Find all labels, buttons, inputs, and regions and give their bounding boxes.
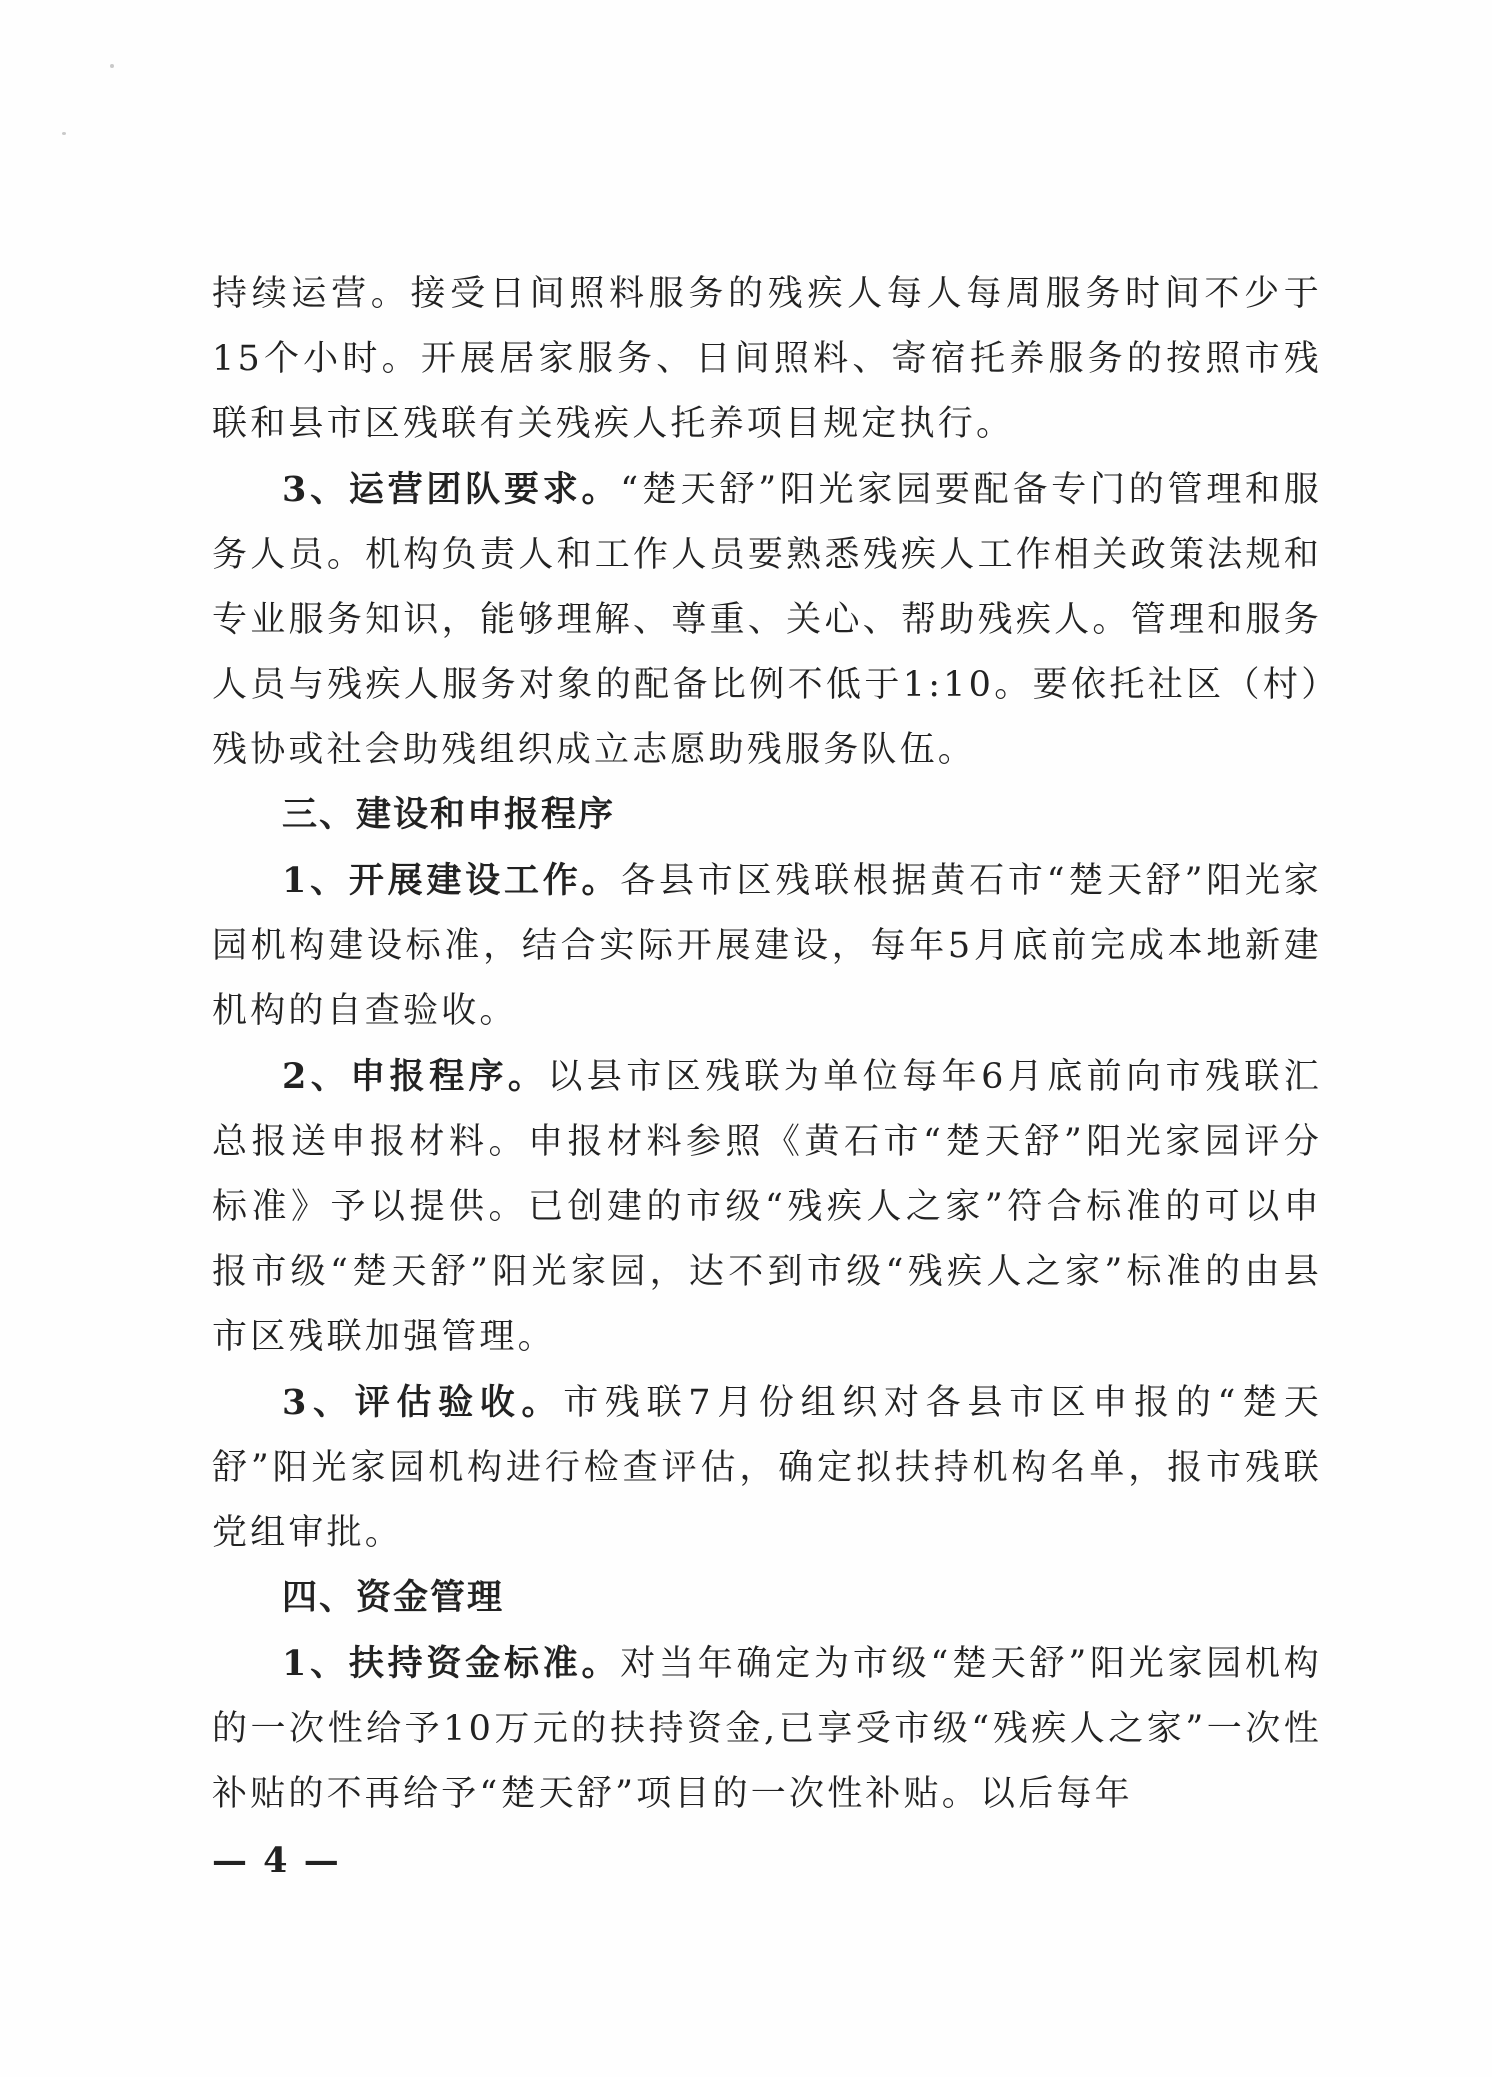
paragraph-lead: 3、评估验收。 xyxy=(282,1382,564,1423)
scan-speck xyxy=(110,64,114,68)
scan-speck xyxy=(62,132,66,135)
paragraph-funding-standard xyxy=(212,1631,1322,1827)
paragraph-team-requirements xyxy=(212,457,1322,783)
paragraph-construction-work xyxy=(212,848,1322,1044)
paragraph-text: 市残联7月份组织对各县市区申报的“楚天舒”阳光家园机构进行检查评估，确定拟扶持机构名单，报市残联党组审批。 xyxy=(212,1383,1322,1553)
paragraph-lead: 2、申报程序。 xyxy=(282,1056,548,1097)
section-heading-funds: 四、资金管理 xyxy=(282,1578,505,1618)
paragraph-lead: 3、运营团队要求。 xyxy=(282,469,621,510)
document-body xyxy=(212,262,1322,1827)
paragraph-operation-continued xyxy=(212,262,1322,457)
paragraph-text: “楚天舒”阳光家园要配备专门的管理和服务人员。机构负责人和工作人员要熟悉残疾人工作相关政策法规和专业服务知识，能够理解、尊重、关心、帮助残疾人。管理和服务人员与残疾人服务对象的配备比例不低于1:10。要依托社区（村）残协或社会助残组织成立志愿助残服务队伍。 xyxy=(212,470,1323,770)
paragraph-application-procedure xyxy=(212,1044,1322,1370)
paragraph-text: 各县市区残联根据黄石市“楚天舒”阳光家园机构建设标准，结合实际开展建设，每年5月底前完成本地新建机构的自查验收。 xyxy=(212,861,1323,1031)
paragraph-lead: 1、开展建设工作。 xyxy=(282,860,621,901)
section-heading-construction: 三、建设和申报程序 xyxy=(282,795,616,835)
paragraph-text: 以县市区残联为单位每年6月底前向市残联汇总报送申报材料。申报材料参照《黄石市“楚天舒”阳光家园评分标准》予以提供。已创建的市级“残疾人之家”符合标准的可以申报市级“楚天舒”阳光家园，达不到市级“残疾人之家”标准的由县市区残联加强管理。 xyxy=(212,1057,1322,1357)
page-number: — 4 — xyxy=(212,1840,341,1881)
paragraph-text: 对当年确定为市级“楚天舒”阳光家园机构的一次性给予10万元的扶持资金,已享受市级“残疾人之家”一次性补贴的不再给予“楚天舒”项目的一次性补贴。以后每年 xyxy=(212,1644,1323,1814)
paragraph-evaluation xyxy=(212,1370,1322,1566)
paragraph-lead: 1、扶持资金标准。 xyxy=(282,1643,621,1684)
paragraph-text: 持续运营。接受日间照料服务的残疾人每人每周服务时间不少于15个小时。开展居家服务、日间照料、寄宿托养服务的按照市残联和县市区残联有关残疾人托养项目规定执行。 xyxy=(212,274,1322,444)
